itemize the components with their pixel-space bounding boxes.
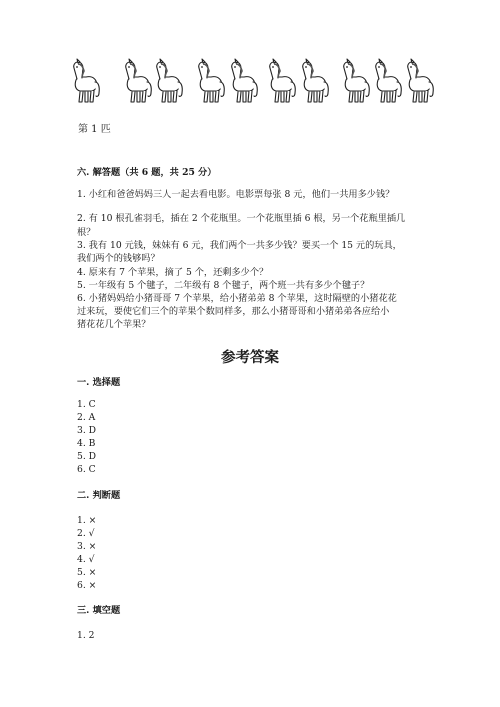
judge-answer: 4. √: [77, 554, 95, 565]
question-6-line-1: 6. 小猪妈妈给小猪哥哥 7 个苹果，给小猪弟弟 8 个苹果，这时隔壁的小猪花花: [77, 293, 397, 304]
question-4: 4. 原来有 7 个苹果，摘了 5 个，还剩多少个？: [77, 267, 269, 278]
fill-answer: 1. 2: [77, 630, 95, 641]
choice-heading: 一. 选择题: [77, 377, 121, 388]
fill-heading: 三. 填空题: [77, 605, 121, 616]
judge-answer: 3. ×: [77, 541, 97, 552]
horse-icon: [402, 56, 436, 106]
horse-icon: [68, 56, 102, 106]
choice-answer: 4. B: [77, 438, 96, 449]
question-2-line-2: 根？: [77, 227, 96, 238]
choice-answer: 2. A: [77, 412, 96, 423]
judge-answer: 2. √: [77, 528, 95, 539]
horse-icon: [193, 56, 227, 106]
horse-icon: [226, 56, 260, 106]
question-6-line-2: 过来玩，要使它们三个的苹果个数同样多，那么小猪哥哥和小猪弟弟各应给小: [77, 306, 390, 317]
question-1: 1. 小红和爸爸妈妈三人一起去看电影。电影票每张 8 元，他们一共用多少钱？: [77, 189, 395, 200]
judge-answer: 5. ×: [77, 567, 97, 578]
horse-icon: [151, 56, 185, 106]
choice-answer: 6. C: [77, 464, 96, 475]
question-3-line-1: 3. 我有 10 元钱，妹妹有 6 元，我们两个一共多少钱？要买一个 15 元的玩具，: [77, 240, 402, 251]
judge-answer: 1. ×: [77, 515, 97, 526]
answers-title: 参考答案: [221, 349, 279, 366]
figure-caption: 第 1 匹: [78, 124, 111, 135]
horse-icon: [297, 56, 331, 106]
horse-row: [68, 56, 418, 106]
question-3-line-2: 我们两个的钱够吗？: [77, 253, 160, 264]
question-2-line-1: 2. 有 10 根孔雀羽毛，插在 2 个花瓶里。一个花瓶里插 6 根，另一个花瓶里插几: [77, 213, 406, 224]
horse-icon: [120, 56, 154, 106]
choice-answer: 1. C: [77, 399, 96, 410]
question-6-line-3: 猪花花几个苹果？: [77, 319, 151, 330]
question-5: 5. 一年级有 5 个毽子，二年级有 8 个毽子，两个班一共有多少个毽子？: [77, 280, 370, 291]
horse-icon: [370, 56, 404, 106]
choice-answer: 3. D: [77, 425, 97, 436]
judge-answer: 6. ×: [77, 580, 97, 591]
section-6-heading: 六. 解答题（共 6 题，共 25 分）: [77, 167, 217, 178]
horse-icon: [264, 56, 298, 106]
horse-icon: [338, 56, 372, 106]
judge-heading: 二. 判断题: [77, 490, 121, 501]
choice-answer: 5. D: [77, 451, 97, 462]
